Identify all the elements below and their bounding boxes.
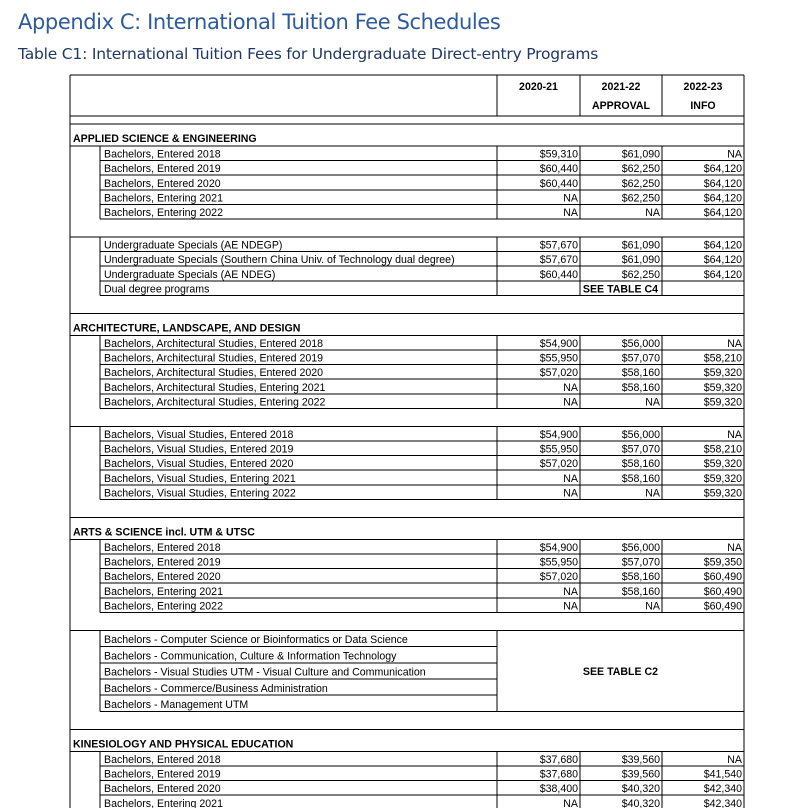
row-label: Bachelors, Visual Studies, Entered 2019 <box>104 443 294 456</box>
fee-value: $37,680 <box>539 768 578 781</box>
fee-value: $62,250 <box>621 192 660 205</box>
fee-value: $64,120 <box>703 239 742 252</box>
fee-value: $58,160 <box>621 571 660 584</box>
fee-value: $64,120 <box>703 207 742 219</box>
fee-value: $42,340 <box>703 797 742 808</box>
fee-value: NA <box>563 585 578 598</box>
fee-value: $59,320 <box>703 487 742 500</box>
fee-value: $55,950 <box>539 556 578 569</box>
see-table-note: SEE TABLE C2 <box>582 665 659 678</box>
fee-value: $61,090 <box>621 148 660 161</box>
row-label: Bachelors, Entered 2018 <box>104 542 221 554</box>
column-header: INFO <box>690 100 716 112</box>
fee-value: $38,400 <box>539 783 578 796</box>
fee-value: $62,250 <box>621 177 660 190</box>
table-title: Table C1: International Tuition Fees for Undergraduate Direct-entry Programs <box>18 45 599 63</box>
row-label: Bachelors, Visual Studies, Entered 2020 <box>104 458 294 471</box>
fee-value: $58,210 <box>703 443 742 456</box>
fee-value: $64,120 <box>703 163 742 176</box>
row-label: Bachelors, Entered 2020 <box>104 177 221 190</box>
fee-value: $56,000 <box>621 429 660 441</box>
fee-value: $59,310 <box>539 148 578 161</box>
fee-value: NA <box>727 148 742 161</box>
row-label: Bachelors, Architectural Studies, Entered 2020 <box>104 367 324 380</box>
fee-value: $41,540 <box>703 768 742 781</box>
row-label: Undergraduate Specials (Southern China Univ. of Technology dual degree) <box>104 254 455 267</box>
fee-value: $58,210 <box>703 352 742 365</box>
row-label: Bachelors, Visual Studies, Entering 2022 <box>104 487 296 500</box>
row-label: Bachelors, Entering 2021 <box>104 192 223 205</box>
row-label: Bachelors, Entered 2018 <box>104 754 221 766</box>
fee-value: $40,320 <box>621 797 660 808</box>
fee-value: $57,070 <box>621 556 660 569</box>
row-label: Bachelors - Management UTM <box>104 699 249 711</box>
fee-value: $54,900 <box>539 338 578 350</box>
fee-value: $57,670 <box>539 254 578 267</box>
row-label: Bachelors - Communication, Culture & Information Technology <box>104 650 397 663</box>
fee-value: $56,000 <box>621 542 660 554</box>
row-label: Bachelors, Architectural Studies, Entered 2019 <box>104 352 324 365</box>
fee-value: $57,070 <box>621 352 660 365</box>
fee-value: $58,160 <box>621 458 660 471</box>
section-title: APPLIED SCIENCE & ENGINEERING <box>73 133 257 145</box>
fee-value: NA <box>563 797 578 808</box>
fee-value: $54,900 <box>539 542 578 554</box>
fee-value: $60,490 <box>703 585 742 598</box>
row-label: Bachelors, Entering 2022 <box>104 600 223 613</box>
row-label: Bachelors, Architectural Studies, Entering 2021 <box>104 381 326 394</box>
fee-value: $59,320 <box>703 396 742 409</box>
row-label: Bachelors, Entered 2018 <box>104 148 221 161</box>
fee-value: $60,440 <box>539 177 578 190</box>
fee-value: $42,340 <box>703 783 742 796</box>
column-header: 2022-23 <box>683 81 723 93</box>
fee-value: $54,900 <box>539 429 578 441</box>
fee-value: NA <box>563 381 578 394</box>
fee-value: $60,490 <box>703 600 742 613</box>
row-label: Bachelors - Visual Studies UTM - Visual Culture and Communication <box>104 666 426 679</box>
fee-value: $61,090 <box>621 254 660 267</box>
fee-value: $64,120 <box>703 254 742 267</box>
fee-value: NA <box>645 207 660 219</box>
fee-value: $57,070 <box>621 443 660 456</box>
fee-value: NA <box>645 600 660 613</box>
fee-value: NA <box>727 542 742 554</box>
fee-value: $60,440 <box>539 163 578 176</box>
row-label: Bachelors, Visual Studies, Entering 2021 <box>104 472 296 485</box>
fee-value: NA <box>563 396 578 409</box>
column-header: 2021-22 <box>601 81 641 93</box>
fee-value: NA <box>563 487 578 500</box>
fee-value: $60,440 <box>539 268 578 281</box>
section-title: ARCHITECTURE, LANDSCAPE, AND DESIGN <box>73 322 301 335</box>
fee-value: $59,320 <box>703 472 742 485</box>
column-header: APPROVAL <box>591 100 651 112</box>
row-label: Bachelors, Entered 2019 <box>104 556 221 569</box>
row-label: Bachelors - Computer Science or Bioinformatics or Data Science <box>104 634 408 647</box>
row-label: Bachelors, Architectural Studies, Entering 2022 <box>104 396 326 409</box>
appendix-title: Appendix C: International Tuition Fee Schedules <box>18 10 501 34</box>
row-label: Undergraduate Specials (AE NDEG) <box>104 268 276 281</box>
row-label: Bachelors, Visual Studies, Entered 2018 <box>104 429 294 441</box>
fee-value: NA <box>645 396 660 409</box>
fee-value: NA <box>727 429 742 441</box>
fee-value: $55,950 <box>539 352 578 365</box>
fee-value: $58,160 <box>621 367 660 380</box>
row-label: Bachelors, Entering 2021 <box>104 797 223 808</box>
fee-value: $58,160 <box>621 381 660 394</box>
row-label: Bachelors, Entered 2019 <box>104 163 221 176</box>
fee-value: $57,020 <box>539 571 578 584</box>
fee-value: NA <box>727 754 742 766</box>
row-label: Bachelors, Entered 2019 <box>104 768 221 781</box>
row-label: Undergraduate Specials (AE NDEGP) <box>104 239 283 252</box>
section-title: ARTS & SCIENCE incl. UTM & UTSC <box>73 526 255 539</box>
fee-value: $64,120 <box>703 177 742 190</box>
fee-value: NA <box>563 600 578 613</box>
section-title: KINESIOLOGY AND PHYSICAL EDUCATION <box>73 738 294 751</box>
fee-value: $60,490 <box>703 571 742 584</box>
fee-value: $61,090 <box>621 239 660 252</box>
fee-value: $55,950 <box>539 443 578 456</box>
fee-value: $58,160 <box>621 585 660 598</box>
fee-value: $59,350 <box>703 556 742 569</box>
fee-value: NA <box>563 192 578 205</box>
fee-value: $62,250 <box>621 268 660 281</box>
fee-value: $64,120 <box>703 268 742 281</box>
fee-value: $39,560 <box>621 754 660 766</box>
column-header: 2020-21 <box>519 81 558 93</box>
fee-value: $59,320 <box>703 367 742 380</box>
fee-value: $59,320 <box>703 458 742 471</box>
fee-value: $58,160 <box>621 472 660 485</box>
fee-value: $57,670 <box>539 239 578 252</box>
fee-value: NA <box>563 207 578 219</box>
row-label: Bachelors, Architectural Studies, Entered 2018 <box>104 338 324 350</box>
fee-value: $64,120 <box>703 192 742 205</box>
fee-value: $39,560 <box>621 768 660 781</box>
row-label: Bachelors, Entering 2021 <box>104 585 223 598</box>
fee-value: NA <box>563 472 578 485</box>
row-label: Bachelors - Commerce/Business Administration <box>104 682 328 695</box>
fee-value: $59,320 <box>703 381 742 394</box>
fee-value: NA <box>727 338 742 350</box>
fee-value: $40,320 <box>621 783 660 796</box>
row-label: Bachelors, Entered 2020 <box>104 571 221 584</box>
fee-value: $37,680 <box>539 754 578 766</box>
row-label: Bachelors, Entered 2020 <box>104 783 221 796</box>
row-label: Bachelors, Entering 2022 <box>104 207 223 219</box>
see-table-note: SEE TABLE C4 <box>582 283 659 296</box>
fee-value: $56,000 <box>621 338 660 350</box>
fee-value: $57,020 <box>539 458 578 471</box>
row-label: Dual degree programs <box>104 283 210 296</box>
fee-value: NA <box>645 487 660 500</box>
fee-value: $62,250 <box>621 163 660 176</box>
fee-value: $57,020 <box>539 367 578 380</box>
